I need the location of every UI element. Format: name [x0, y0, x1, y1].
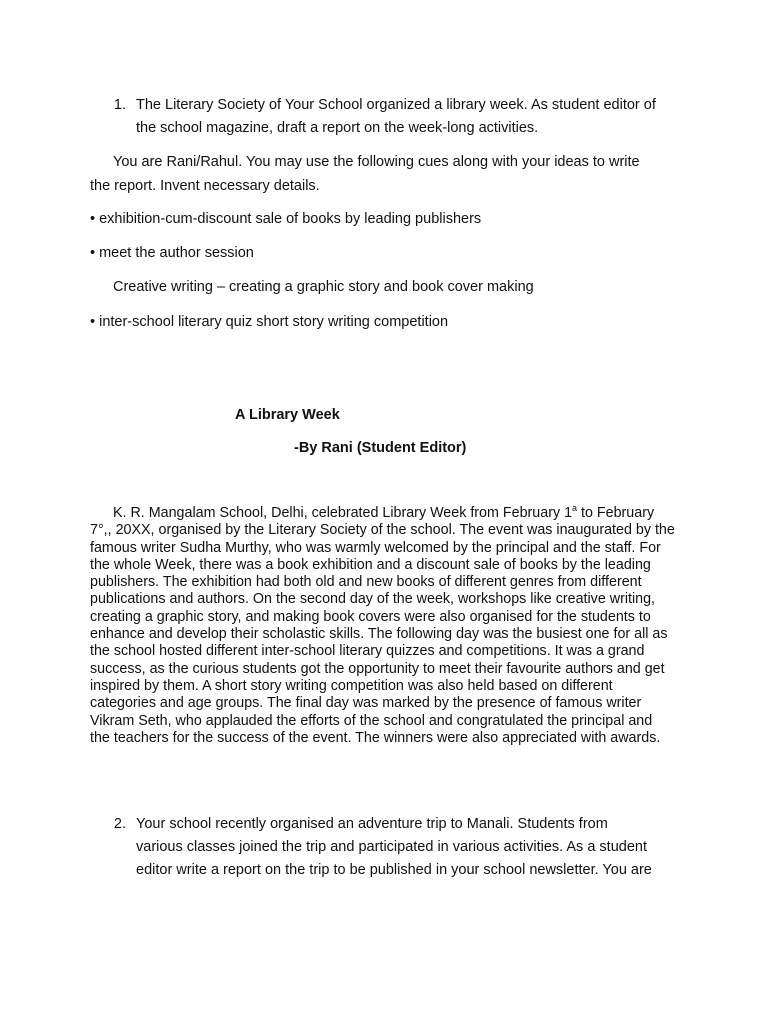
cue-item: • exhibition-cum-discount sale of books by leading publishers [90, 211, 482, 227]
report-body [90, 505, 676, 747]
report-body-text: to February 7°,, 20XX, organised by the Literary Society of the school. The event was inaugurated by the famous writer Sudha Murthy, who was warmly welcomed by the principal and the staff. For the whole Week, there was a book exhibition and a discount sale of books by the leading publishers. The exhibition had both old and new books of different genres from different publications and authors. On the second day of the week, workshops like creative writing, creating a graphic story, and making book covers were also organised for the students to enhance and develop their scholastic skills. The following day was the busiest one for all as the school hosted different inter-school literary quizzes and competitions. It was a grand success, as the curious students got the opportunity to meet their favourite authors and get inspired by them. A short story writing competition was also held based on different categories and age groups. The final day was marked by the presence of famous writer Vikram Seth, who applauded the efforts of the school and congratulated the principal and the teachers for the success of the event. The winners were also appreciated with awards. [90, 505, 675, 746]
cue-item: Creative writing – creating a graphic story and book cover making [113, 279, 534, 295]
cue-item: • meet the author session [90, 245, 254, 261]
instructions-line-1: You are Rani/Rahul. You may use the following cues along with your ideas to write [113, 154, 640, 170]
question-2-line-1: Your school recently organised an adventure trip to Manali. Students from [136, 816, 608, 832]
instructions-line-2: the report. Invent necessary details. [90, 178, 320, 194]
cue-item: • inter-school literary quiz short story writing competition [90, 314, 449, 330]
question-2-number: 2. [113, 816, 126, 832]
report-byline: -By Rani (Student Editor) [294, 440, 467, 456]
report-title: A Library Week [235, 407, 340, 423]
question-2-line-3: editor write a report on the trip to be published in your school newsletter. You are [136, 862, 652, 878]
question-2-line-2: various classes joined the trip and participated in various activities. As a student [136, 839, 647, 855]
question-1-text: The Literary Society of Your School organized a library week. As student editor of the school magazine, draft a report on the week-long activities. [136, 97, 656, 136]
question-1-number: 1. [113, 97, 126, 113]
superscript: a [572, 503, 578, 514]
report-body-start: K. R. Mangalam School, Delhi, celebrated Library Week from February 1 [113, 505, 573, 521]
